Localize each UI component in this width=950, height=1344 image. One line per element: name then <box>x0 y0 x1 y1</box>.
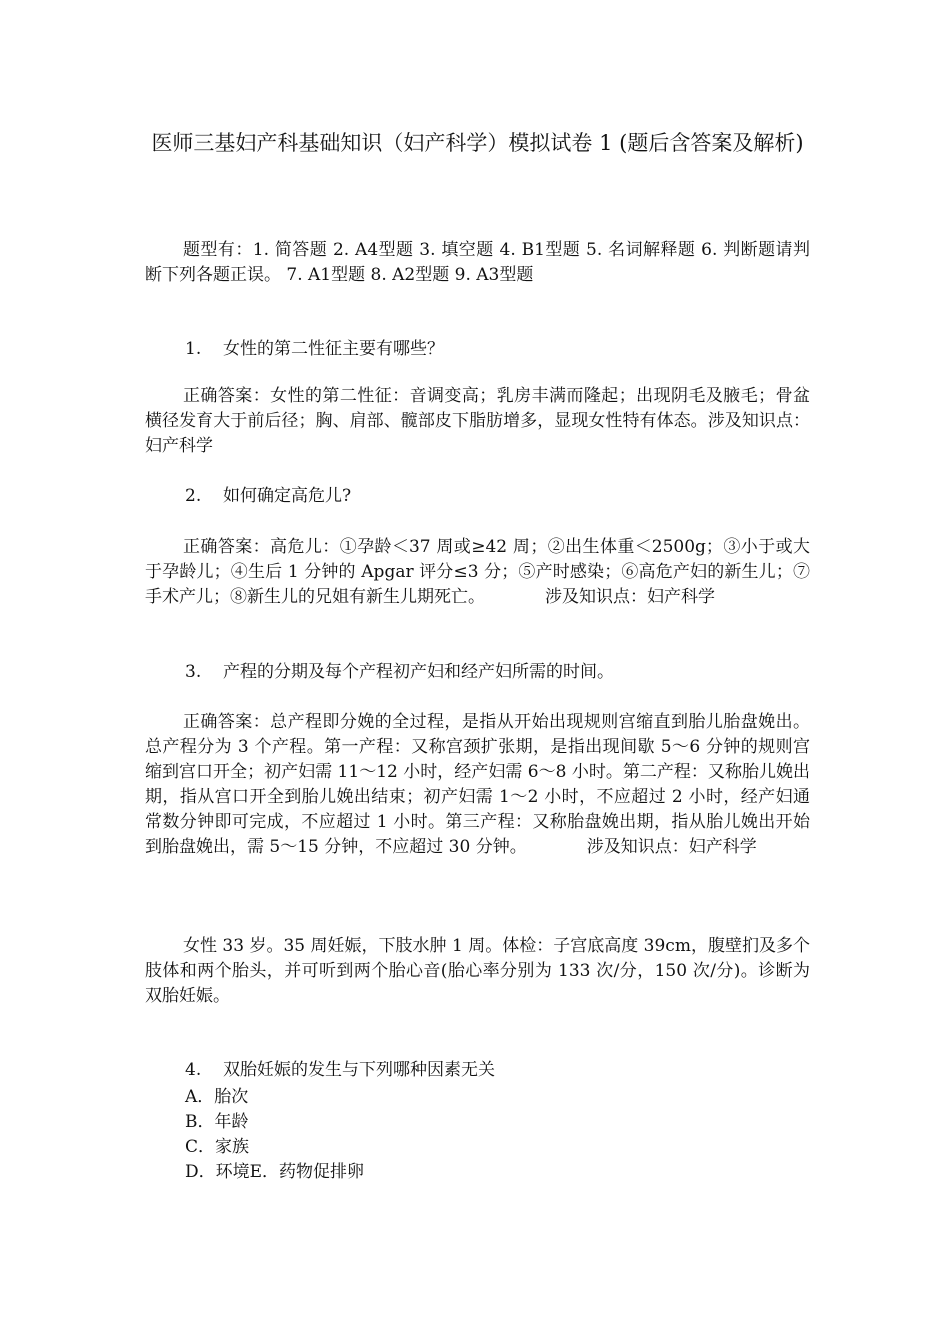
question-text: 如何确定高危儿? <box>223 486 352 506</box>
option-a[interactable]: A．胎次 <box>185 1087 249 1107</box>
question-1 <box>185 337 444 362</box>
option-d[interactable]: D．环境 <box>185 1162 250 1182</box>
question-text: 双胎妊娠的发生与下列哪种因素无关 <box>223 1060 495 1080</box>
knowledge-point: 涉及知识点：妇产科学 <box>545 587 715 607</box>
question-text: 产程的分期及每个产程初产妇和经产妇所需的时间。 <box>223 662 614 682</box>
question-3 <box>185 660 614 685</box>
question-4 <box>185 1058 495 1083</box>
answer-2 <box>145 535 810 610</box>
question-number: 3. <box>185 662 202 682</box>
question-number: 2. <box>185 486 202 506</box>
answer-text: 正确答案：总产程即分娩的全过程，是指从开始出现规则宫缩直到胎儿胎盘娩出。总产程分为 3 个产程。第一产程：又称宫颈扩张期，是指出现间歇 5～6 分钟的规则宫缩到宫口开全；初产妇需 11～12 小时，经产妇需 6～8 小时。第二产程：又称胎儿娩出期，指从宫口开全到胎儿娩出结束；初产妇需 1～2 小时，不应超过 2 小时，经产妇通常数分钟即可完成，不应超过 1 小时。第三产程：又称胎盘娩出期，指从胎儿娩出开始到胎盘娩出，需 5～15 分钟，不应超过 30 分钟。 <box>145 712 810 857</box>
option-d-e-line <box>185 1160 364 1185</box>
case-description: 女性 33 岁。35 周妊娠，下肢水肿 1 周。体检：子宫底高度 39cm，腹壁扪及多个肢体和两个胎头，并可听到两个胎心音(胎心率分别为 133 次/分，150 次/分)。诊断为双胎妊娠。 <box>145 936 810 1006</box>
option-c[interactable]: C．家族 <box>185 1137 250 1157</box>
answer-1 <box>145 384 810 459</box>
knowledge-point: 涉及知识点：妇产科学 <box>145 411 811 456</box>
document-title: 医师三基妇产科基础知识（妇产科学）模拟试卷 1 (题后含答案及解析) <box>151 131 804 155</box>
options-list <box>185 1085 364 1185</box>
answer-3 <box>145 710 810 860</box>
option-b[interactable]: B．年龄 <box>185 1112 249 1132</box>
question-types: 题型有：1. 简答题 2. A4型题 3. 填空题 4. B1型题 5. 名词解释题 6. 判断题请判断下列各题正误。 7. A1型题 8. A2型题 9. A3型题 <box>145 240 810 285</box>
answer-text: 正确答案：高危儿：①孕龄＜37 周或≥42 周；②出生体重＜2500g；③小于或大于孕龄儿；④生后 1 分钟的 Apgar 评分≤3 分；⑤产时感染；⑥高危产妇的新生儿；⑦手术产儿；⑧新生儿的兄姐有新生儿期死亡。 <box>145 537 810 607</box>
answer-text: 正确答案：女性的第二性征：音调变高；乳房丰满而隆起；出现阴毛及腋毛；骨盆横径发育大于前后径；胸、肩部、髋部皮下脂肪增多，显现女性特有体态。 <box>145 386 810 431</box>
question-number: 1. <box>185 339 202 359</box>
option-e[interactable]: E．药物促排卵 <box>249 1162 365 1182</box>
question-text: 女性的第二性征主要有哪些？ <box>223 339 444 359</box>
knowledge-point: 涉及知识点：妇产科学 <box>586 837 757 857</box>
question-number: 4. <box>185 1060 202 1080</box>
question-2 <box>185 484 351 509</box>
